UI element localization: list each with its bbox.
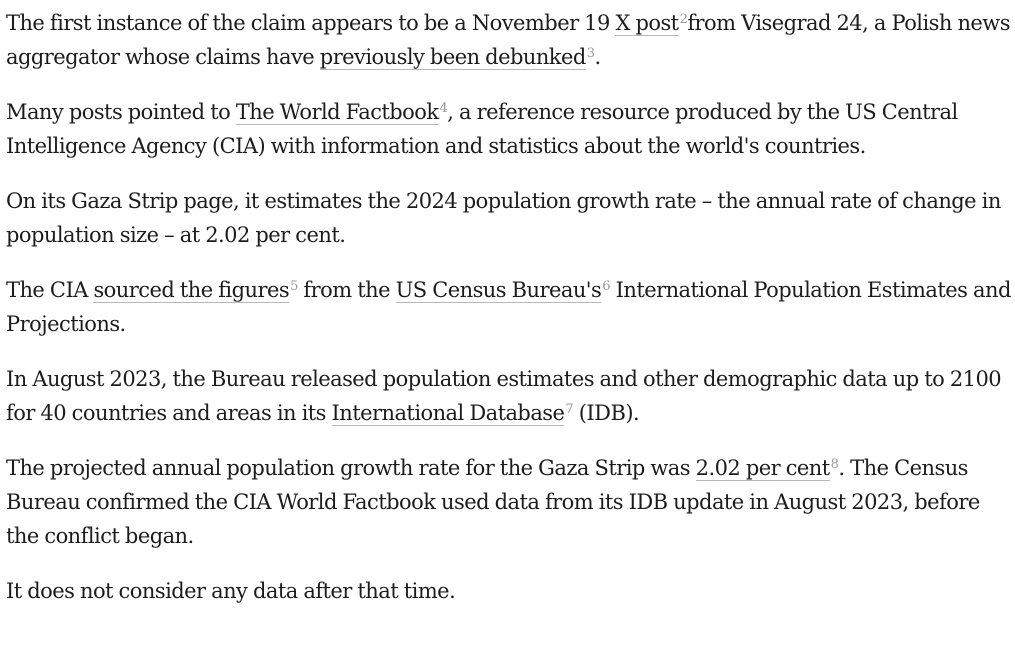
- footnote-ref[interactable]: 7: [565, 402, 574, 417]
- paragraph-bureau-release: [6, 362, 1012, 430]
- paragraph-text: In August 2023, the Bureau released population estimates and other demographic data up to 2100 for 40 countries and areas in its: [6, 367, 1002, 425]
- paragraph-text: The first instance of the claim appears to be a November 19: [6, 11, 616, 35]
- footnote-ref[interactable]: 2: [679, 12, 688, 27]
- paragraph-cia-sourced: [6, 273, 1012, 341]
- paragraph-text: Many posts pointed to: [6, 100, 236, 124]
- paragraph-text: International Population Estimates and Projections.: [6, 278, 1011, 336]
- paragraph-text: , a reference resource produced by the US Central Intelligence Agency (CIA) with information and statistics about the world's countries.: [6, 100, 958, 158]
- footnote-ref[interactable]: 4: [439, 101, 448, 116]
- paragraph-text: . The Census Bureau confirmed the CIA World Factbook used data from its IDB update in August 2023, before the conflict began.: [6, 456, 980, 548]
- paragraph-first-instance: [6, 6, 1012, 74]
- per-cent-link[interactable]: 2.02 per cent: [695, 456, 830, 480]
- paragraph-projected-rate: [6, 451, 1012, 553]
- paragraph-no-later-data: It does not consider any data after that time.: [6, 579, 456, 603]
- sourced-figures-link[interactable]: sourced the figures: [93, 278, 290, 302]
- footnote-ref[interactable]: 6: [602, 279, 610, 294]
- footnote-ref[interactable]: 5: [290, 279, 298, 294]
- world-factbook-link[interactable]: The World Factbook: [235, 100, 439, 124]
- paragraph-text: from Visegrad 24, a Polish news aggregator whose claims have: [6, 11, 1010, 69]
- paragraph-text: The CIA: [6, 278, 94, 302]
- paragraph-text: .: [594, 45, 601, 69]
- paragraph-text: (IDB).: [573, 401, 640, 425]
- footnote-ref[interactable]: 8: [830, 457, 839, 472]
- paragraph-world-factbook: [6, 95, 1012, 163]
- previously-debunked-link[interactable]: previously been debunked: [319, 45, 586, 69]
- paragraph-gaza-estimate: On its Gaza Strip page, it estimates the 2024 population growth rate – the annual rate of change in population size – at 2.02 per cent.: [6, 189, 1001, 247]
- paragraph-text: The projected annual population growth rate for the Gaza Strip was: [6, 456, 696, 480]
- article-body: [6, 6, 1012, 629]
- paragraph-text: from the: [297, 278, 396, 302]
- international-database-link[interactable]: International Database: [331, 401, 565, 425]
- footnote-ref[interactable]: 3: [586, 46, 595, 61]
- census-bureau-link[interactable]: US Census Bureau's: [395, 278, 602, 302]
- x-post-link[interactable]: X post: [615, 11, 679, 35]
